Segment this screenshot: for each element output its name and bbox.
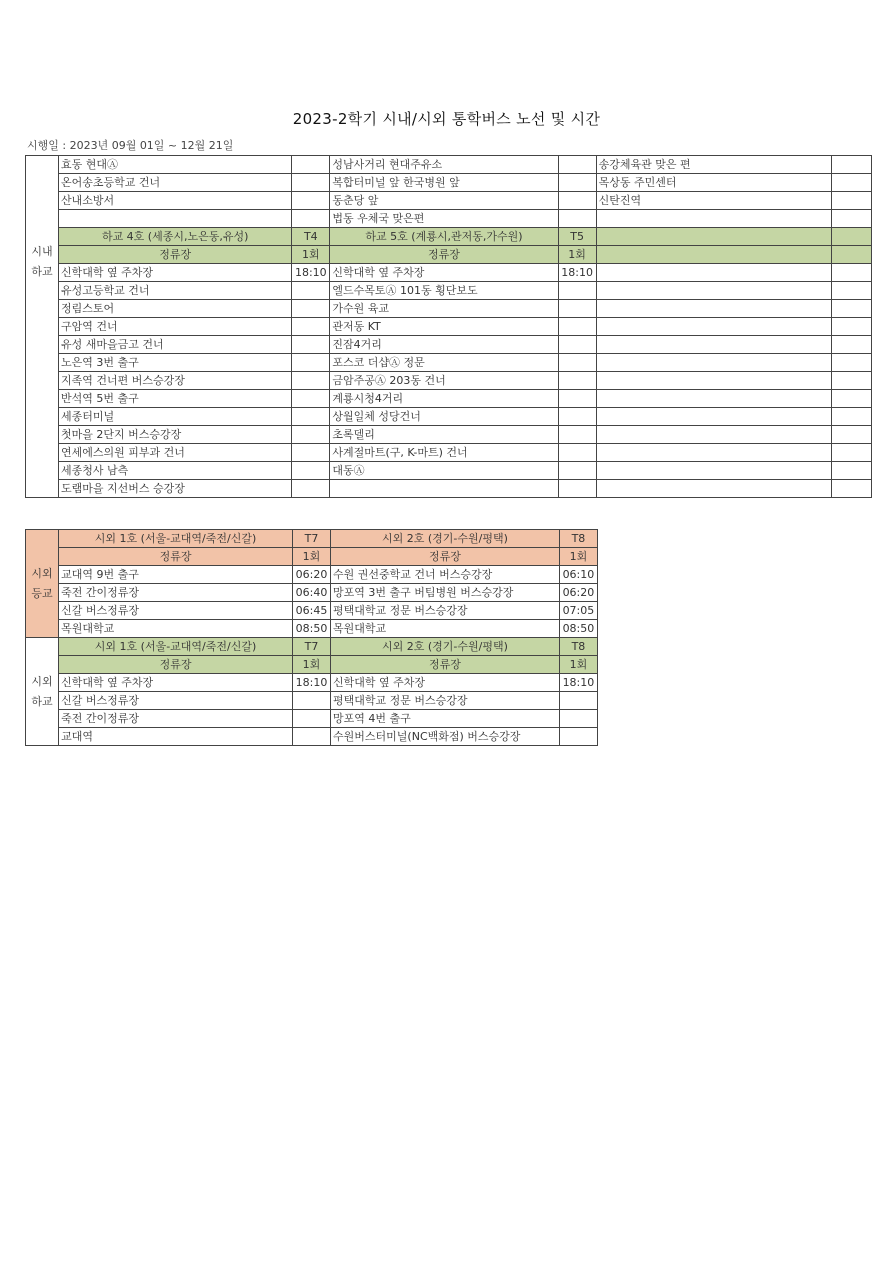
route-header-row [26, 228, 872, 246]
stop-name [596, 480, 831, 498]
stop-time [292, 372, 330, 390]
route-code [831, 228, 871, 246]
table-row [26, 192, 872, 210]
stop-header: 정류장 [59, 246, 292, 264]
route-code: T4 [292, 228, 330, 246]
column-header-row [26, 246, 872, 264]
stop-name: 목상동 주민센터 [596, 174, 831, 192]
stop-header [596, 246, 831, 264]
stop-time [292, 408, 330, 426]
stop-time [831, 354, 871, 372]
stop-time [558, 174, 596, 192]
table-row [26, 602, 598, 620]
route-name: 하교 5호 (계룡시,관저동,가수원) [330, 228, 558, 246]
stop-time [558, 372, 596, 390]
stop-name: 온어송초등학교 건너 [59, 174, 292, 192]
route-name: 시외 2호 (경기-수원/평택) [331, 638, 560, 656]
table-row [26, 480, 872, 498]
stop-name: 가수원 육교 [330, 300, 558, 318]
table-row [26, 174, 872, 192]
stop-name: 효동 현대Ⓐ [59, 156, 292, 174]
stop-name: 지족역 건너편 버스승강장 [59, 372, 292, 390]
stop-name: 상월일체 성당건너 [330, 408, 558, 426]
stop-name: 포스코 더샵Ⓐ 정문 [330, 354, 558, 372]
stop-name: 동춘당 앞 [330, 192, 558, 210]
stop-time: 18:10 [558, 264, 596, 282]
stop-name [596, 354, 831, 372]
column-header-row [26, 656, 598, 674]
stop-time [292, 462, 330, 480]
stop-time [558, 480, 596, 498]
stop-time [558, 282, 596, 300]
city-departure-table [25, 155, 872, 498]
stop-time [292, 692, 330, 710]
table-row [26, 566, 598, 584]
table-row [26, 318, 872, 336]
stop-time [558, 318, 596, 336]
stop-name: 첫마을 2단지 버스승강장 [59, 426, 292, 444]
table-row [26, 336, 872, 354]
stop-time [558, 336, 596, 354]
stop-time [292, 390, 330, 408]
table-row [26, 390, 872, 408]
stop-time [831, 372, 871, 390]
route-code: T8 [559, 530, 597, 548]
stop-name: 평택대학교 정문 버스승강장 [331, 692, 560, 710]
section-label-line: 시외 [31, 674, 53, 688]
stop-time [292, 426, 330, 444]
stop-time [292, 318, 330, 336]
trip-header: 1회 [558, 246, 596, 264]
stop-name: 유성 새마을금고 건너 [59, 336, 292, 354]
stop-time [292, 282, 330, 300]
stop-name [596, 300, 831, 318]
stop-time: 06:20 [559, 584, 597, 602]
section-label-line: 시내 [31, 244, 53, 258]
section-label [26, 638, 59, 746]
stop-name [596, 390, 831, 408]
stop-name: 신갈 버스정류장 [59, 602, 293, 620]
stop-time [831, 390, 871, 408]
stop-time [292, 480, 330, 498]
stop-name [596, 462, 831, 480]
table-row [26, 620, 598, 638]
stop-time [831, 480, 871, 498]
stop-time: 18:10 [292, 674, 330, 692]
table-row [26, 710, 598, 728]
stop-time [558, 408, 596, 426]
stop-name: 세종청사 남측 [59, 462, 292, 480]
stop-name [596, 264, 831, 282]
stop-time [558, 192, 596, 210]
stop-name: 구암역 건너 [59, 318, 292, 336]
trip-header [831, 246, 871, 264]
stop-time [831, 300, 871, 318]
stop-time [558, 210, 596, 228]
table-row [26, 426, 872, 444]
stop-name: 복합터미널 앞 한국병원 앞 [330, 174, 558, 192]
stop-name [59, 210, 292, 228]
stop-name: 반석역 5번 출구 [59, 390, 292, 408]
stop-time [831, 210, 871, 228]
stop-time [831, 462, 871, 480]
stop-time [558, 156, 596, 174]
stop-time [292, 710, 330, 728]
stop-name: 도램마을 지선버스 승강장 [59, 480, 292, 498]
stop-time: 06:20 [292, 566, 330, 584]
stop-time [559, 710, 597, 728]
table-row [26, 444, 872, 462]
table-row [26, 674, 598, 692]
stop-name [596, 444, 831, 462]
stop-name: 산내소방서 [59, 192, 292, 210]
table-row [26, 210, 872, 228]
stop-time [831, 264, 871, 282]
document-title: 2023-2학기 시내/시외 통학버스 노선 및 시간 [292, 110, 601, 128]
stop-time [831, 282, 871, 300]
stop-time [292, 156, 330, 174]
stop-name: 신학대학 옆 주차장 [331, 674, 560, 692]
stop-name: 신학대학 옆 주차장 [330, 264, 558, 282]
stop-name: 죽전 간이정류장 [59, 710, 293, 728]
stop-name: 노은역 3번 출구 [59, 354, 292, 372]
stop-header: 정류장 [331, 548, 560, 566]
stop-time [831, 174, 871, 192]
route-code: T7 [292, 638, 330, 656]
stop-time [292, 174, 330, 192]
trip-header: 1회 [292, 548, 330, 566]
stop-header: 정류장 [59, 548, 293, 566]
stop-time [831, 408, 871, 426]
stop-name: 죽전 간이정류장 [59, 584, 293, 602]
stop-time [558, 300, 596, 318]
stop-time [831, 336, 871, 354]
stop-name [596, 336, 831, 354]
stop-name: 법동 우체국 맞은편 [330, 210, 558, 228]
stop-name: 신학대학 옆 주차장 [59, 674, 293, 692]
column-header-row [26, 548, 598, 566]
stop-name: 금암주공Ⓐ 203동 건너 [330, 372, 558, 390]
trip-header: 1회 [292, 246, 330, 264]
stop-name [596, 210, 831, 228]
effective-period: 시행일 : 2023년 09월 01일 ~ 12월 21일 [27, 139, 234, 152]
stop-time [831, 426, 871, 444]
stop-time [559, 728, 597, 746]
route-name [596, 228, 831, 246]
stop-name [596, 426, 831, 444]
route-name: 하교 4호 (세종시,노은동,유성) [59, 228, 292, 246]
stop-time: 06:45 [292, 602, 330, 620]
table-row [26, 692, 598, 710]
stop-time [292, 300, 330, 318]
stop-time [292, 444, 330, 462]
section-label [26, 156, 59, 498]
trip-header: 1회 [559, 548, 597, 566]
stop-name: 평택대학교 정문 버스승강장 [331, 602, 560, 620]
stop-time [558, 426, 596, 444]
stop-time [292, 728, 330, 746]
stop-time: 07:05 [559, 602, 597, 620]
stop-name: 초록델리 [330, 426, 558, 444]
table-row [26, 264, 872, 282]
stop-name: 교대역 [59, 728, 293, 746]
route-header-row [26, 530, 598, 548]
stop-name: 유성고등학교 건너 [59, 282, 292, 300]
stop-time [559, 692, 597, 710]
stop-name: 세종터미널 [59, 408, 292, 426]
section-label [26, 530, 59, 638]
stop-name [596, 318, 831, 336]
intercity-table [25, 529, 598, 746]
stop-time [292, 192, 330, 210]
stop-name: 망포역 3번 출구 버팀병원 버스승강장 [331, 584, 560, 602]
stop-name: 성남사거리 현대주유소 [330, 156, 558, 174]
stop-time [558, 354, 596, 372]
stop-time: 18:10 [292, 264, 330, 282]
section-label-line: 하교 [31, 264, 53, 278]
stop-time [558, 462, 596, 480]
stop-time [292, 336, 330, 354]
table-row [26, 728, 598, 746]
stop-time [558, 444, 596, 462]
stop-name: 교대역 9번 출구 [59, 566, 293, 584]
stop-header: 정류장 [59, 656, 293, 674]
table-row [26, 300, 872, 318]
stop-name [596, 282, 831, 300]
route-name: 시외 2호 (경기-수원/평택) [331, 530, 560, 548]
stop-name: 사계절마트(구, K-마트) 건너 [330, 444, 558, 462]
section-label-line: 시외 [31, 566, 53, 580]
stop-name: 목원대학교 [331, 620, 560, 638]
stop-time: 08:50 [292, 620, 330, 638]
stop-time [558, 390, 596, 408]
stop-time [831, 156, 871, 174]
stop-name: 관저동 KT [330, 318, 558, 336]
stop-time [831, 192, 871, 210]
route-name: 시외 1호 (서울-교대역/죽전/신갈) [59, 638, 293, 656]
stop-name: 수원 권선중학교 건너 버스승강장 [331, 566, 560, 584]
route-name: 시외 1호 (서울-교대역/죽전/신갈) [59, 530, 293, 548]
stop-name [596, 408, 831, 426]
trip-header: 1회 [559, 656, 597, 674]
stop-name: 송강체육관 맞은 편 [596, 156, 831, 174]
section-label-line: 등교 [31, 586, 53, 600]
stop-name: 연세에스의원 피부과 건너 [59, 444, 292, 462]
stop-name: 진잠4거리 [330, 336, 558, 354]
stop-time [831, 318, 871, 336]
table-row [26, 282, 872, 300]
route-code: T7 [292, 530, 330, 548]
stop-time: 06:10 [559, 566, 597, 584]
table-row [26, 156, 872, 174]
stop-name [596, 372, 831, 390]
stop-header: 정류장 [330, 246, 558, 264]
table-row [26, 462, 872, 480]
stop-name: 신학대학 옆 주차장 [59, 264, 292, 282]
route-code: T8 [559, 638, 597, 656]
stop-name: 신탄진역 [596, 192, 831, 210]
stop-time: 18:10 [559, 674, 597, 692]
stop-name: 수원버스터미널(NC백화점) 버스승강장 [331, 728, 560, 746]
table-row [26, 584, 598, 602]
stop-time: 06:40 [292, 584, 330, 602]
stop-time [292, 210, 330, 228]
section-label-line: 하교 [31, 694, 53, 708]
stop-name: 목원대학교 [59, 620, 293, 638]
stop-time [292, 354, 330, 372]
route-code: T5 [558, 228, 596, 246]
stop-time: 08:50 [559, 620, 597, 638]
stop-name: 대동Ⓐ [330, 462, 558, 480]
table-row [26, 372, 872, 390]
table-row [26, 408, 872, 426]
stop-name: 신갈 버스정류장 [59, 692, 293, 710]
stop-name: 정림스토어 [59, 300, 292, 318]
stop-time [831, 444, 871, 462]
stop-name [330, 480, 558, 498]
stop-name: 망포역 4번 출구 [331, 710, 560, 728]
stop-name: 엘드수목토Ⓐ 101동 횡단보도 [330, 282, 558, 300]
stop-header: 정류장 [331, 656, 560, 674]
stop-name: 계룡시청4거리 [330, 390, 558, 408]
table-row [26, 354, 872, 372]
trip-header: 1회 [292, 656, 330, 674]
route-header-row [26, 638, 598, 656]
